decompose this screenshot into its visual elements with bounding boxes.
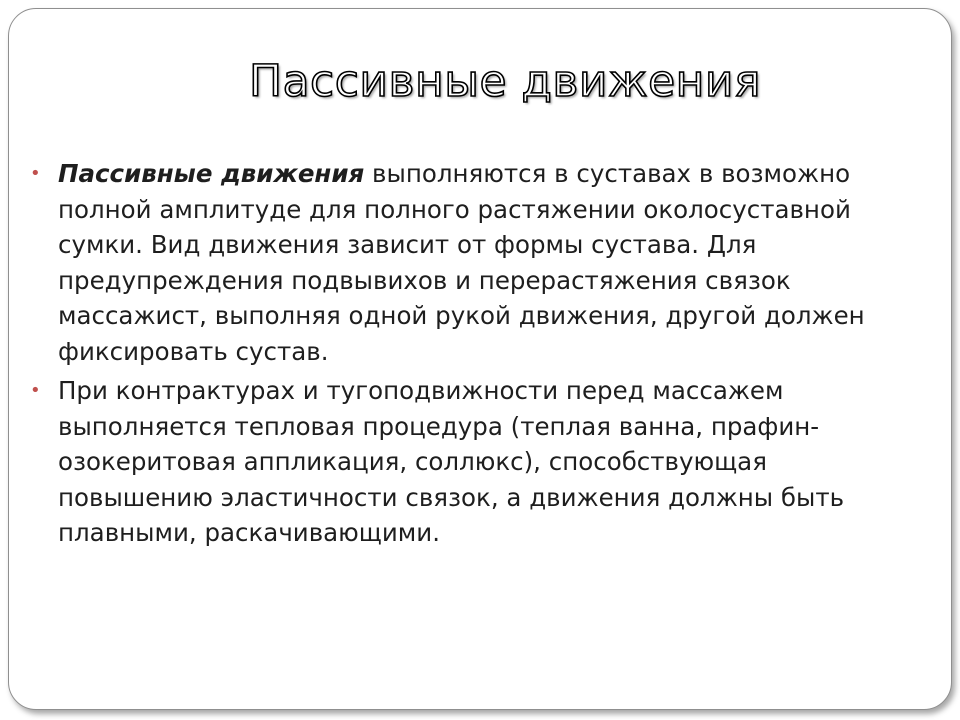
bullet-icon: • [30,380,41,401]
paragraph-text: При контрактурах и тугоподвижности перед массажем выполняется тепловая процедура (теплая ванна, прафин-озокеритовая аппликация, соллюкс), способствующая повышению эластичности связок, а движения должны быть плавными, раскачивающими. [58,376,845,547]
slide-title: Пассивные движения [248,56,761,107]
paragraph-lead: Пассивные движения [58,159,365,188]
slide-body [30,156,890,555]
bullet-paragraph-1 [30,156,890,369]
bullet-icon: • [30,163,41,184]
bullet-paragraph-2 [30,373,890,551]
paragraph-text: выполняются в суставах в возможно полной амплитуде для полного растяжении околосуставной сумки. Вид движения зависит от формы сустава. Для предупреждения подвывихов и перерастяжения связок массажист, выполняя одной рукой движения, другой должен фиксировать сустав. [58,159,865,366]
